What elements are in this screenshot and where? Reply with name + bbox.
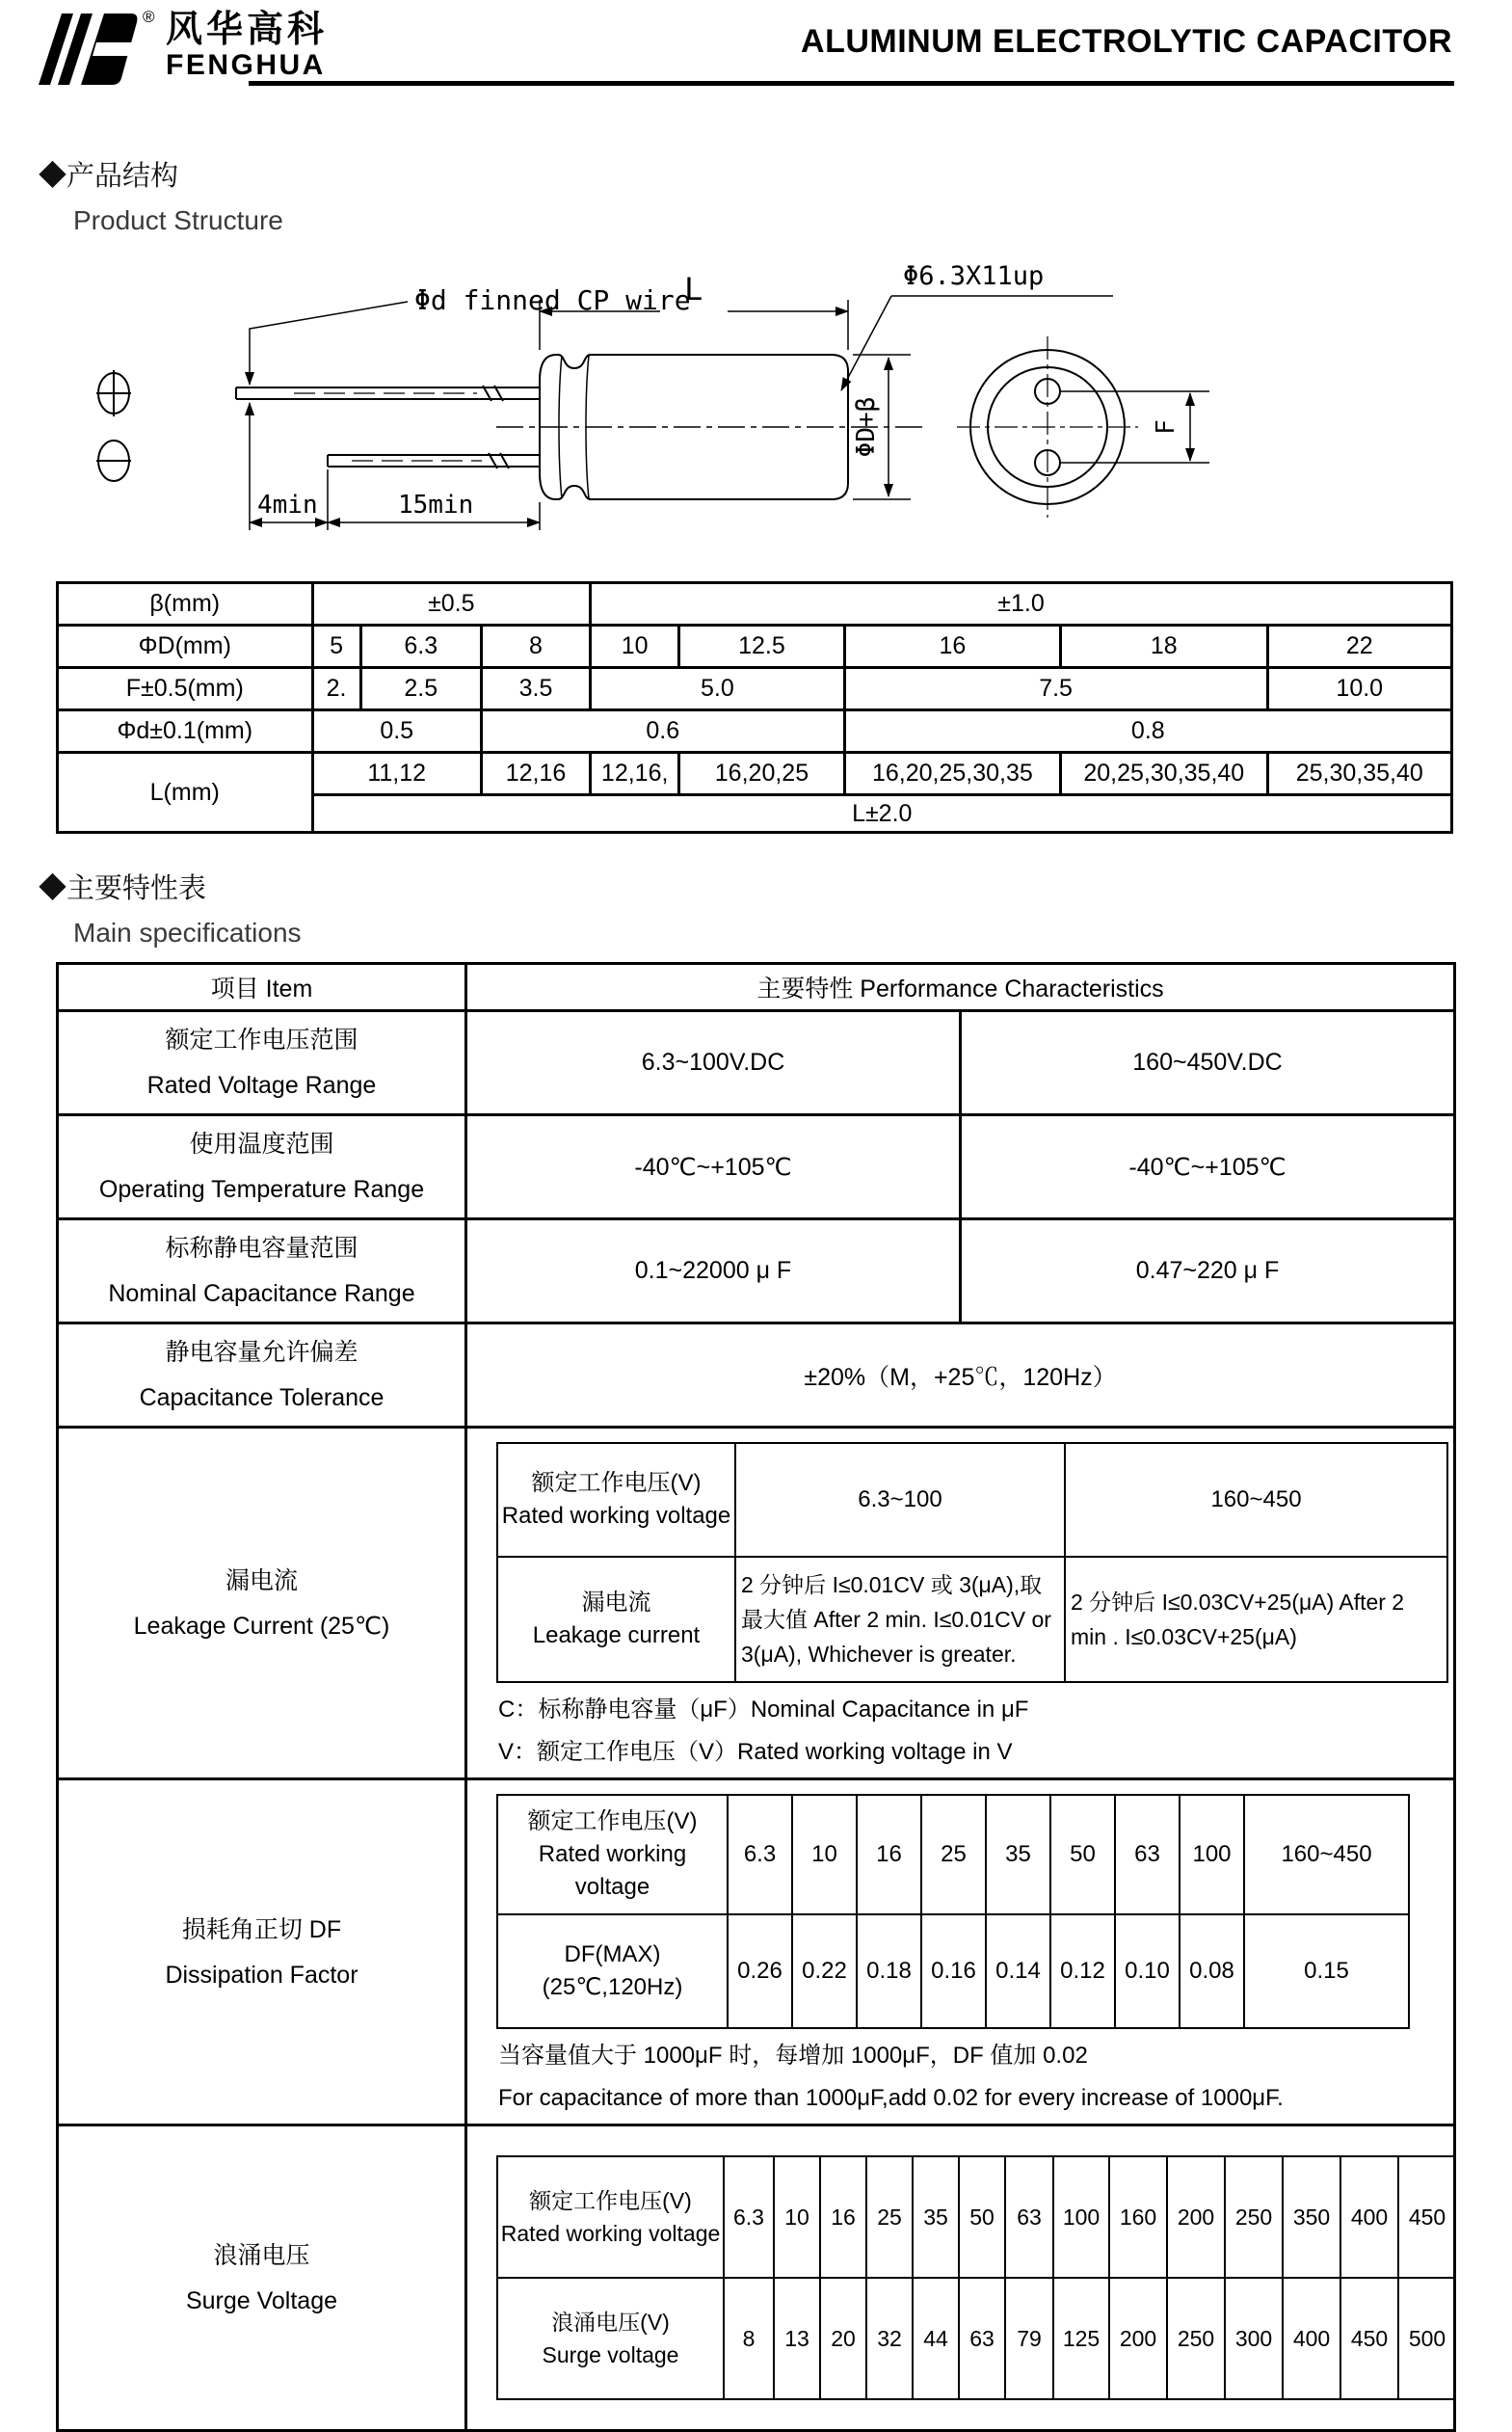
dims-value: 2.5	[360, 668, 481, 710]
logo-chinese-name: 风华高科	[166, 10, 329, 50]
dims-label-pitch: F±0.5(mm)	[58, 668, 313, 710]
dims-label-wire: Φd±0.1(mm)	[58, 710, 313, 753]
dims-value: 18	[1061, 626, 1267, 668]
df-note-en: For capacitance of more than 1000μF,add 0.02 for every increase of 1000μF.	[498, 2085, 1284, 2111]
dims-value: 20,25,30,35,40	[1061, 753, 1267, 795]
item-label-en: Surge Voltage	[185, 2286, 338, 2314]
dims-value: 3.5	[481, 668, 590, 710]
surge-rated: 250	[1225, 2156, 1283, 2278]
surge-voltage-header: 额定工作电压(V) Rated working voltage	[497, 2156, 724, 2278]
dims-row-diameter	[58, 626, 1452, 668]
surge-value: 32	[866, 2278, 913, 2399]
dims-value: 10.0	[1267, 668, 1451, 710]
heading-en: Main specifications	[73, 918, 302, 948]
df-value: 0.12	[1050, 1914, 1115, 2028]
logo-text	[166, 12, 328, 80]
dims-value: 16	[844, 626, 1060, 668]
dims-length-tolerance: L±2.0	[312, 795, 1451, 833]
item-label-en: Dissipation Factor	[165, 1961, 358, 1989]
logo-english-name: FENGHUA	[166, 49, 326, 81]
df-value: 0.08	[1180, 1914, 1244, 2028]
item-label-en: Operating Temperature Range	[98, 1176, 425, 1203]
surge-value: 250	[1167, 2278, 1225, 2399]
dim-f-label: F	[1152, 419, 1180, 435]
surge-rated: 16	[820, 2156, 866, 2278]
df-voltage: 63	[1115, 1795, 1180, 1914]
leakage-range-low: 6.3~100	[735, 1443, 1065, 1557]
dims-value: 7.5	[844, 668, 1267, 710]
item-label-cn: 漏电流	[225, 1566, 298, 1594]
dims-label-beta: β(mm)	[58, 583, 313, 626]
item-label-en: Capacitance Tolerance	[139, 1384, 385, 1411]
lead-label: Φd finned CP wire	[414, 284, 691, 316]
df-content	[466, 1779, 1455, 2125]
item-label-cn: 静电容量允许偏差	[165, 1339, 358, 1366]
header-divider	[249, 81, 1454, 86]
dims-row-wire	[58, 710, 1452, 753]
surge-rated: 25	[866, 2156, 913, 2278]
dims-value: 5	[312, 626, 360, 668]
row-df	[58, 1779, 1455, 2125]
bottom-lead	[328, 453, 540, 468]
dims-value: 12.5	[679, 626, 844, 668]
df-row-label	[497, 1914, 728, 2028]
df-voltage: 160~450	[1244, 1795, 1409, 1914]
row-tolerance	[58, 1323, 1455, 1428]
dims-value: 8	[481, 626, 590, 668]
surge-row-label-en: Surge voltage	[542, 2342, 679, 2367]
df-voltage: 6.3	[728, 1795, 792, 1914]
surge-rated: 200	[1167, 2156, 1225, 2278]
df-voltage: 16	[857, 1795, 921, 1914]
surge-rated: 10	[774, 2156, 820, 2278]
dims-value: 22	[1267, 626, 1451, 668]
dims-value: 16,20,25	[679, 753, 844, 795]
leakage-row-label	[497, 1557, 735, 1682]
surge-rated: 50	[959, 2156, 1005, 2278]
row-capacitance	[58, 1219, 1455, 1323]
dims-value: 6.3	[360, 626, 481, 668]
surge-value: 125	[1053, 2278, 1109, 2399]
dims-value: 5.0	[591, 668, 845, 710]
item-label-en: Leakage Current (25℃)	[133, 1612, 390, 1640]
item-label-en: Nominal Capacitance Range	[108, 1280, 415, 1307]
leakage-table	[496, 1442, 1448, 1683]
df-note-cn: 当容量值大于 1000μF 时，每增加 1000μF，DF 值加 0.02	[498, 2043, 1088, 2069]
capacitance-low: 0.1~22000 μ F	[466, 1219, 961, 1323]
leakage-voltage-header: 额定工作电压(V) Rated working voltage	[497, 1443, 735, 1557]
heading-cn: ◆产品结构	[39, 161, 179, 192]
item-label-cn: 使用温度范围	[189, 1131, 334, 1158]
dims-value: 12,16	[481, 753, 590, 795]
dims-row-beta	[58, 583, 1452, 626]
dim-diameter-label: ΦD+β	[852, 396, 881, 458]
surge-value: 13	[774, 2278, 820, 2399]
df-value: 0.14	[986, 1914, 1050, 2028]
item-surge	[58, 2125, 466, 2431]
temperature-low: -40℃~+105℃	[466, 1115, 961, 1219]
surge-value: 450	[1340, 2278, 1398, 2399]
heading-cn: ◆主要特性表	[39, 873, 207, 904]
capacitance-high: 0.47~220 μ F	[961, 1219, 1455, 1323]
item-df	[58, 1779, 466, 2125]
dims-value: 0.5	[312, 710, 481, 753]
surge-rated: 400	[1340, 2156, 1398, 2278]
surge-row-label-cn: 浪涌电压(V)	[551, 2310, 670, 2335]
dims-label-length: L(mm)	[58, 753, 313, 833]
top-lead	[236, 386, 540, 401]
surge-value: 300	[1225, 2278, 1283, 2399]
dims-value: 2.	[312, 668, 360, 710]
df-voltage-row	[497, 1795, 1409, 1914]
item-label-cn: 浪涌电压	[213, 2241, 310, 2269]
dim-l-label: L	[684, 271, 703, 307]
surge-rated: 350	[1283, 2156, 1340, 2278]
sleeve-callout	[841, 296, 1113, 390]
item-rated-voltage	[58, 1011, 466, 1115]
dims-value: 11,12	[312, 753, 481, 795]
leakage-spec-low: 2 分钟后 I≤0.01CV 或 3(μA),取最大值 After 2 min. I≤0.01CV or 3(μA), Whichever is greater.	[735, 1557, 1065, 1682]
df-value: 0.16	[921, 1914, 986, 2028]
surge-value: 63	[959, 2278, 1005, 2399]
df-voltage: 25	[921, 1795, 986, 1914]
leakage-content	[466, 1428, 1455, 1779]
surge-rated: 450	[1398, 2156, 1455, 2278]
surge-value: 500	[1398, 2278, 1455, 2399]
df-row-label-1: DF(MAX)	[564, 1941, 661, 1967]
row-rated-voltage	[58, 1011, 1455, 1115]
surge-value: 400	[1283, 2278, 1340, 2399]
dims-value: 0.6	[481, 710, 844, 753]
surge-rated: 63	[1005, 2156, 1053, 2278]
dims-beta-large: ±1.0	[591, 583, 1452, 626]
item-label-cn: 损耗角正切 DF	[181, 1915, 342, 1943]
rated-voltage-high: 160~450V.DC	[961, 1011, 1455, 1115]
df-voltage: 35	[986, 1795, 1050, 1914]
surge-content	[466, 2125, 1455, 2431]
df-value: 0.18	[857, 1914, 921, 2028]
df-voltage: 50	[1050, 1795, 1115, 1914]
df-voltage: 10	[792, 1795, 857, 1914]
item-leakage	[58, 1428, 466, 1779]
minus-terminal-icon	[96, 441, 131, 481]
rated-voltage-low: 6.3~100V.DC	[466, 1011, 961, 1115]
item-capacitance	[58, 1219, 466, 1323]
item-tolerance	[58, 1323, 466, 1428]
df-value: 0.22	[792, 1914, 857, 2028]
fenghua-logo-icon	[39, 12, 143, 87]
specs-header-item: 项目 Item	[58, 964, 466, 1011]
dims-row-pitch	[58, 668, 1452, 710]
surge-value: 20	[820, 2278, 866, 2399]
leakage-note-c: C：标称静电容量（μF）Nominal Capacitance in μF	[498, 1697, 1029, 1723]
temperature-high: -40℃~+105℃	[961, 1115, 1455, 1219]
dims-value: 0.8	[844, 710, 1451, 753]
surge-table	[496, 2155, 1455, 2400]
surge-value-row	[497, 2278, 1455, 2399]
surge-value: 8	[724, 2278, 774, 2399]
page-title: ALUMINUM ELECTROLYTIC CAPACITOR	[801, 23, 1452, 60]
surge-rated: 6.3	[724, 2156, 774, 2278]
dims-value: 10	[591, 626, 679, 668]
leakage-spec-high: 2 分钟后 I≤0.03CV+25(μA) After 2 min . I≤0.03CV+25(μA)	[1065, 1557, 1447, 1682]
leakage-voltage-row	[497, 1443, 1447, 1557]
surge-rated: 35	[913, 2156, 959, 2278]
surge-value: 44	[913, 2278, 959, 2399]
surge-rated: 160	[1109, 2156, 1167, 2278]
df-value: 0.10	[1115, 1914, 1180, 2028]
leakage-row-label-cn: 漏电流	[581, 1590, 651, 1616]
dims-beta-small: ±0.5	[312, 583, 591, 626]
plus-terminal-icon	[96, 370, 131, 416]
leakage-spec-row	[497, 1557, 1447, 1682]
capacitor-structure-diagram	[53, 246, 1258, 574]
df-voltage-header: 额定工作电压(V) Rated working voltage	[497, 1795, 728, 1914]
row-temperature	[58, 1115, 1455, 1219]
dims-value: 12,16,	[591, 753, 679, 795]
main-specifications-table	[56, 962, 1456, 2432]
heading-en: Product Structure	[73, 205, 283, 235]
df-voltage: 100	[1180, 1795, 1244, 1914]
section-main-specs-heading	[39, 867, 1512, 949]
page-header	[0, 0, 1512, 96]
dimensions-table	[56, 581, 1453, 834]
leakage-note-v: V：额定工作电压（V）Rated working voltage in V	[498, 1739, 1013, 1765]
section-product-structure-heading	[39, 154, 1512, 236]
end-view	[957, 336, 1138, 518]
dims-label-diameter: ΦD(mm)	[58, 626, 313, 668]
sleeve-label: Φ6.3X11up	[903, 261, 1045, 291]
df-value-row	[497, 1914, 1409, 2028]
dims-value: 16,20,25,30,35	[844, 753, 1060, 795]
dim-4min-label: 4min	[257, 491, 318, 520]
surge-value: 79	[1005, 2278, 1053, 2399]
row-surge	[58, 2125, 1455, 2431]
row-leakage	[58, 1428, 1455, 1779]
df-table	[496, 1794, 1410, 2029]
item-label-cn: 额定工作电压范围	[165, 1027, 358, 1054]
registered-trademark: ®	[143, 8, 155, 26]
item-label-cn: 标称静电容量范围	[165, 1235, 358, 1262]
tolerance-value: ±20%（M，+25℃，120Hz）	[466, 1323, 1455, 1428]
df-value: 0.15	[1244, 1914, 1409, 2028]
specs-header-row	[58, 964, 1455, 1011]
surge-value: 200	[1109, 2278, 1167, 2399]
item-temperature	[58, 1115, 466, 1219]
dim-15min-label: 15min	[398, 491, 474, 520]
surge-rated: 100	[1053, 2156, 1109, 2278]
surge-row-label	[497, 2278, 724, 2399]
dims-value: 25,30,35,40	[1267, 753, 1451, 795]
df-row-label-2: (25℃,120Hz)	[542, 1974, 683, 2000]
leakage-row-label-en: Leakage current	[532, 1622, 701, 1648]
item-label-en: Rated Voltage Range	[146, 1072, 377, 1099]
leakage-range-high: 160~450	[1065, 1443, 1447, 1557]
dims-row-length	[58, 753, 1452, 795]
specs-header-performance: 主要特性 Performance Characteristics	[466, 964, 1455, 1011]
df-value: 0.26	[728, 1914, 792, 2028]
surge-voltage-row	[497, 2156, 1455, 2278]
